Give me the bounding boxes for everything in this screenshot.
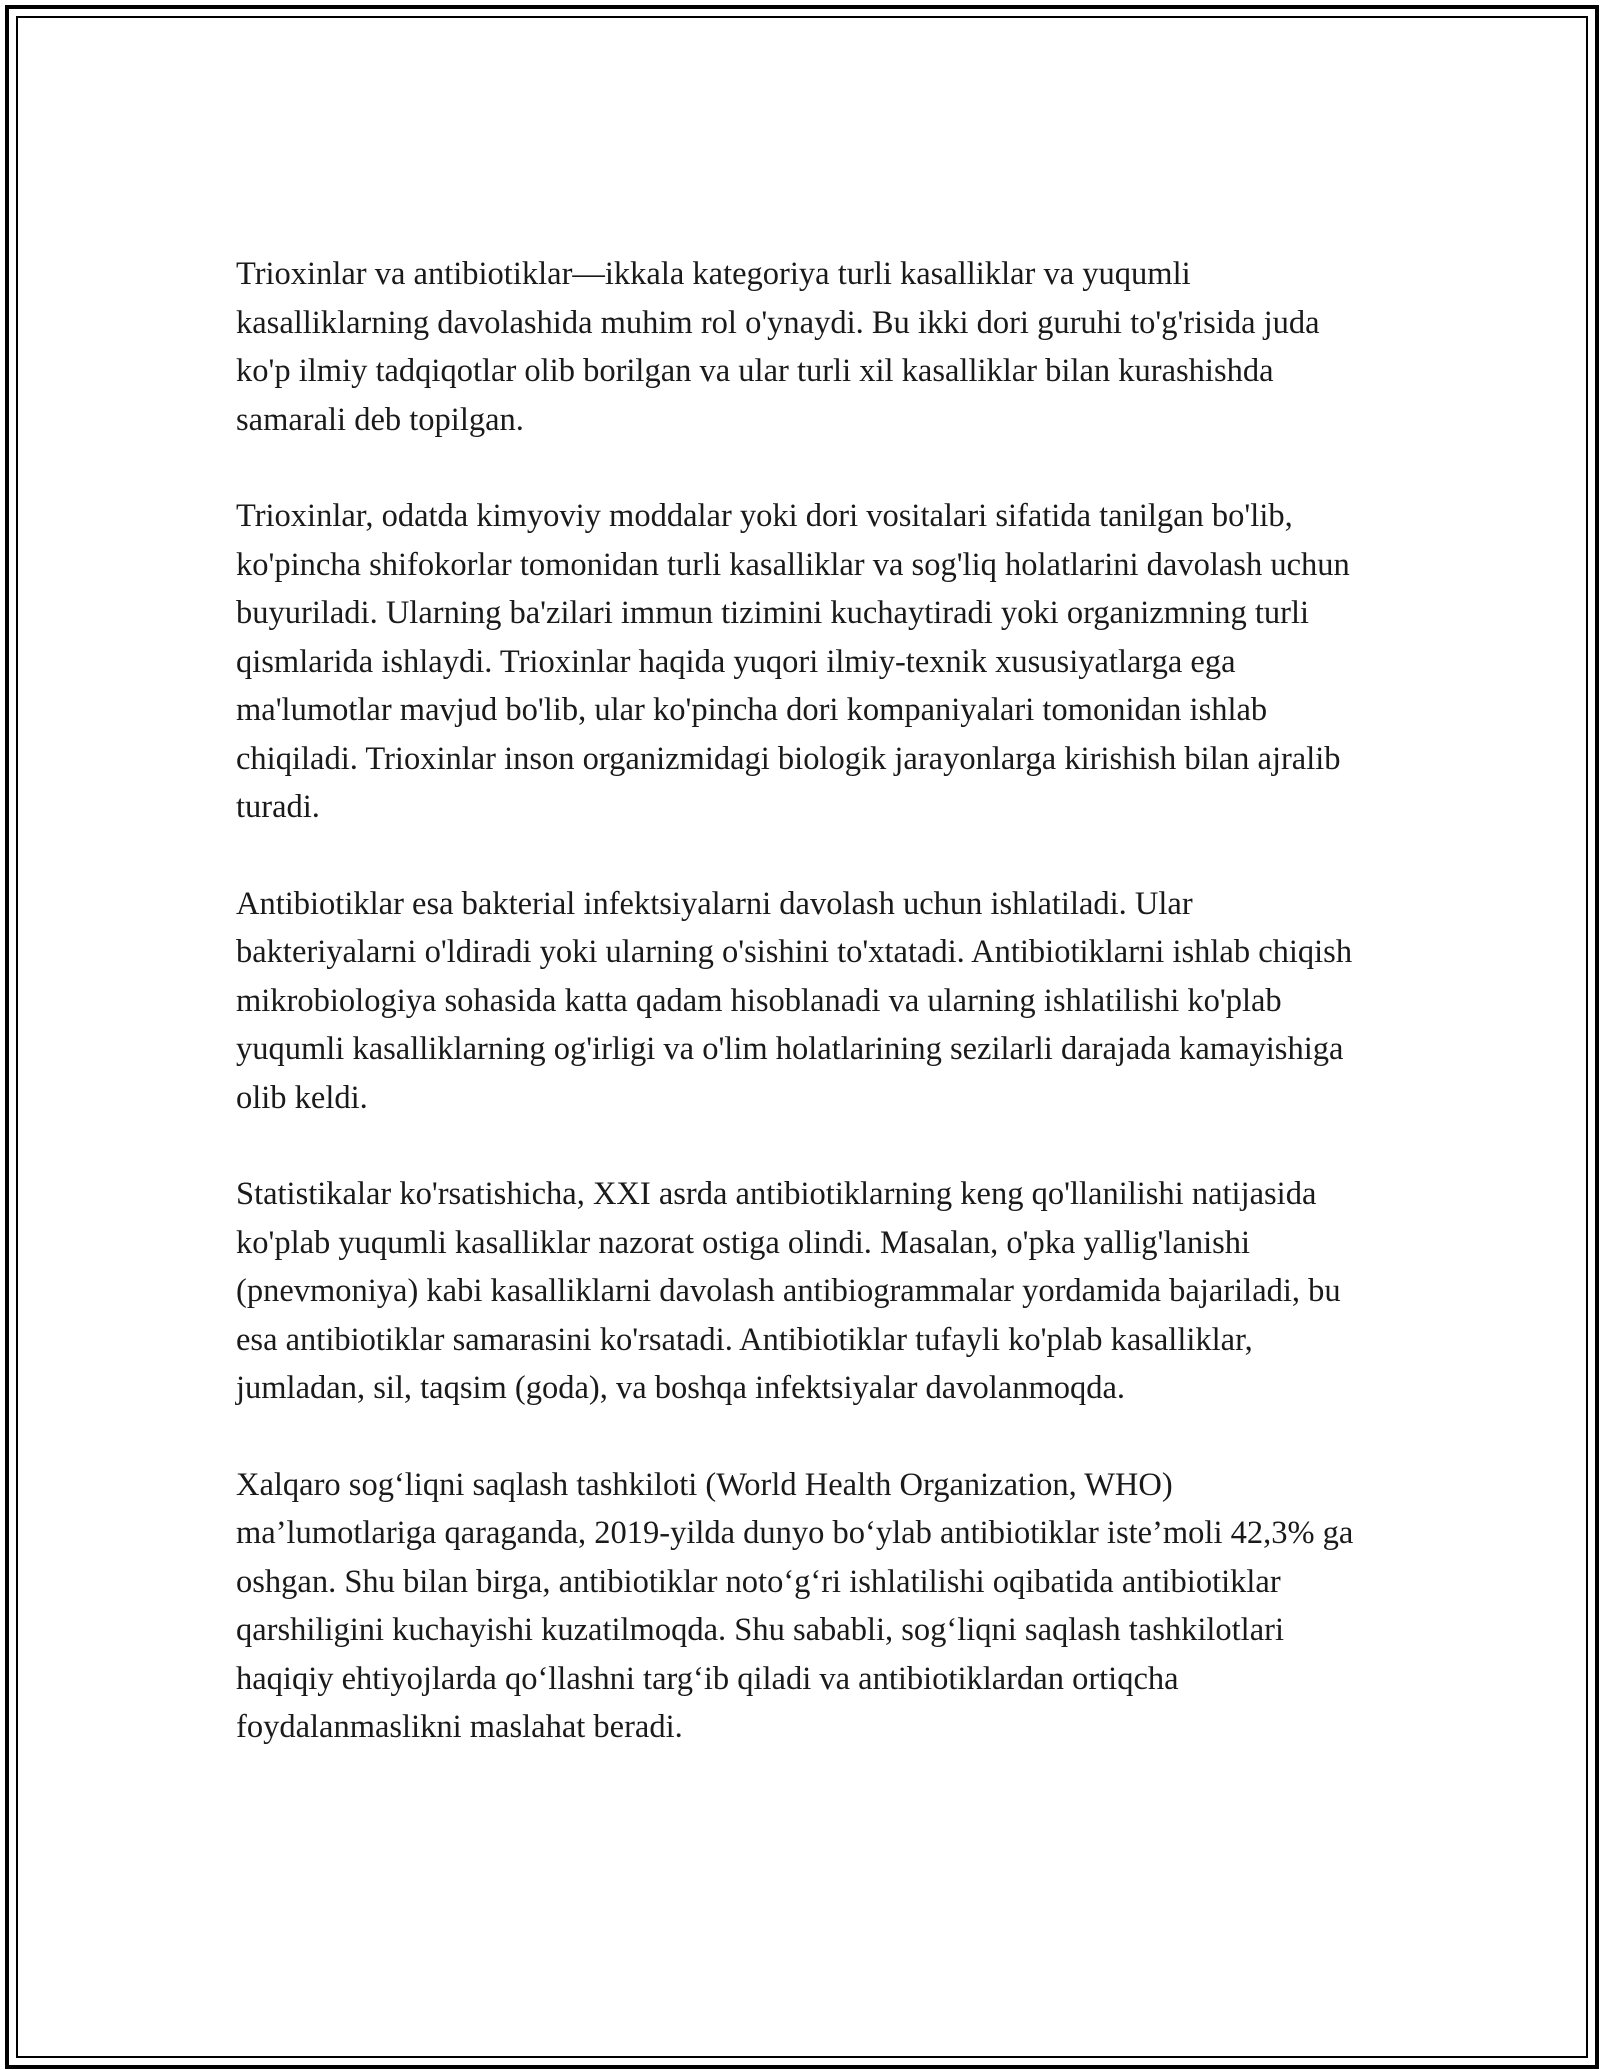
paragraph-4: Statistikalar ko'rsatishicha, XXI asrda antibiotiklarning keng qo'llanilishi natijasida ko'plab yuqumli kasalliklar nazorat ostiga olindi. Masalan, o'pka yallig'lanishi (pnevmoniya) kabi kasalliklarni davolash antibiogrammalar yordamida bajariladi, bu esa antibiotiklar samarasini ko'rsatadi. Antibiotiklar tufayli ko'plab kasalliklar, jumladan, sil, taqsim (goda), va boshqa infektsiyalar davolanmoqda. <box>236 1176 1341 1406</box>
paragraph-3: Antibiotiklar esa bakterial infektsiyalarni davolash uchun ishlatiladi. Ular bakteriyalarni o'ldiradi yoki ularning o'sishini to'xtatadi. Antibiotiklarni ishlab chiqish mikrobiologiya sohasida katta qadam hisoblanadi va ularning ishlatilishi ko'plab yuqumli kasalliklarning og'irligi va o'lim holatlarining sezilarli darajada kamayishiga olib keldi. <box>236 885 1353 1116</box>
paragraph-2: Trioxinlar, odatda kimyoviy moddalar yoki dori vositalari sifatida tanilgan bo'lib, ko'pincha shifokorlar tomonidan turli kasalliklar va sog'liq holatlarini davolash uchun buyuriladi. Ularning ba'zilari immun tizimini kuchaytiradi yoki organizmning turli qismlarida ishlaydi. Trioxinlar haqida yuqori ilmiy-texnik xususiyatlarga ega ma'lumotlar mavjud bo'lib, ular ko'pincha dori kompaniyalari tomonidan ishlab chiqiladi. Trioxinlar inson organizmidagi biologik jarayonlarga kirishish bilan ajralib turadi. <box>236 498 1350 825</box>
document-body <box>236 250 1376 1800</box>
paragraph-1: Trioxinlar va antibiotiklar—ikkala kategoriya turli kasalliklar va yuqumli kasalliklarning davolashida muhim rol o'ynaydi. Bu ikki dori guruhi to'g'risida juda ko'p ilmiy tadqiqotlar olib borilgan va ular turli xil kasalliklar bilan kurashishda samarali deb topilgan. <box>236 256 1320 438</box>
paragraph-5: Xalqaro sog‘liqni saqlash tashkiloti (World Health Organization, WHO) ma’lumotlariga qaraganda, 2019-yilda dunyo bo‘ylab antibiotiklar iste’moli 42,3% ga oshgan. Shu bilan birga, antibiotiklar noto‘g‘ri ishlatilishi oqibatida antibiotiklar qarshiligini kuchayishi kuzatilmoqda. Shu sababli, sog‘liqni saqlash tashkilotlari haqiqiy ehtiyojlarda qo‘llashni targ‘ib qiladi va antibiotiklardan ortiqcha foydalanmaslikni maslahat beradi. <box>236 1466 1354 1745</box>
